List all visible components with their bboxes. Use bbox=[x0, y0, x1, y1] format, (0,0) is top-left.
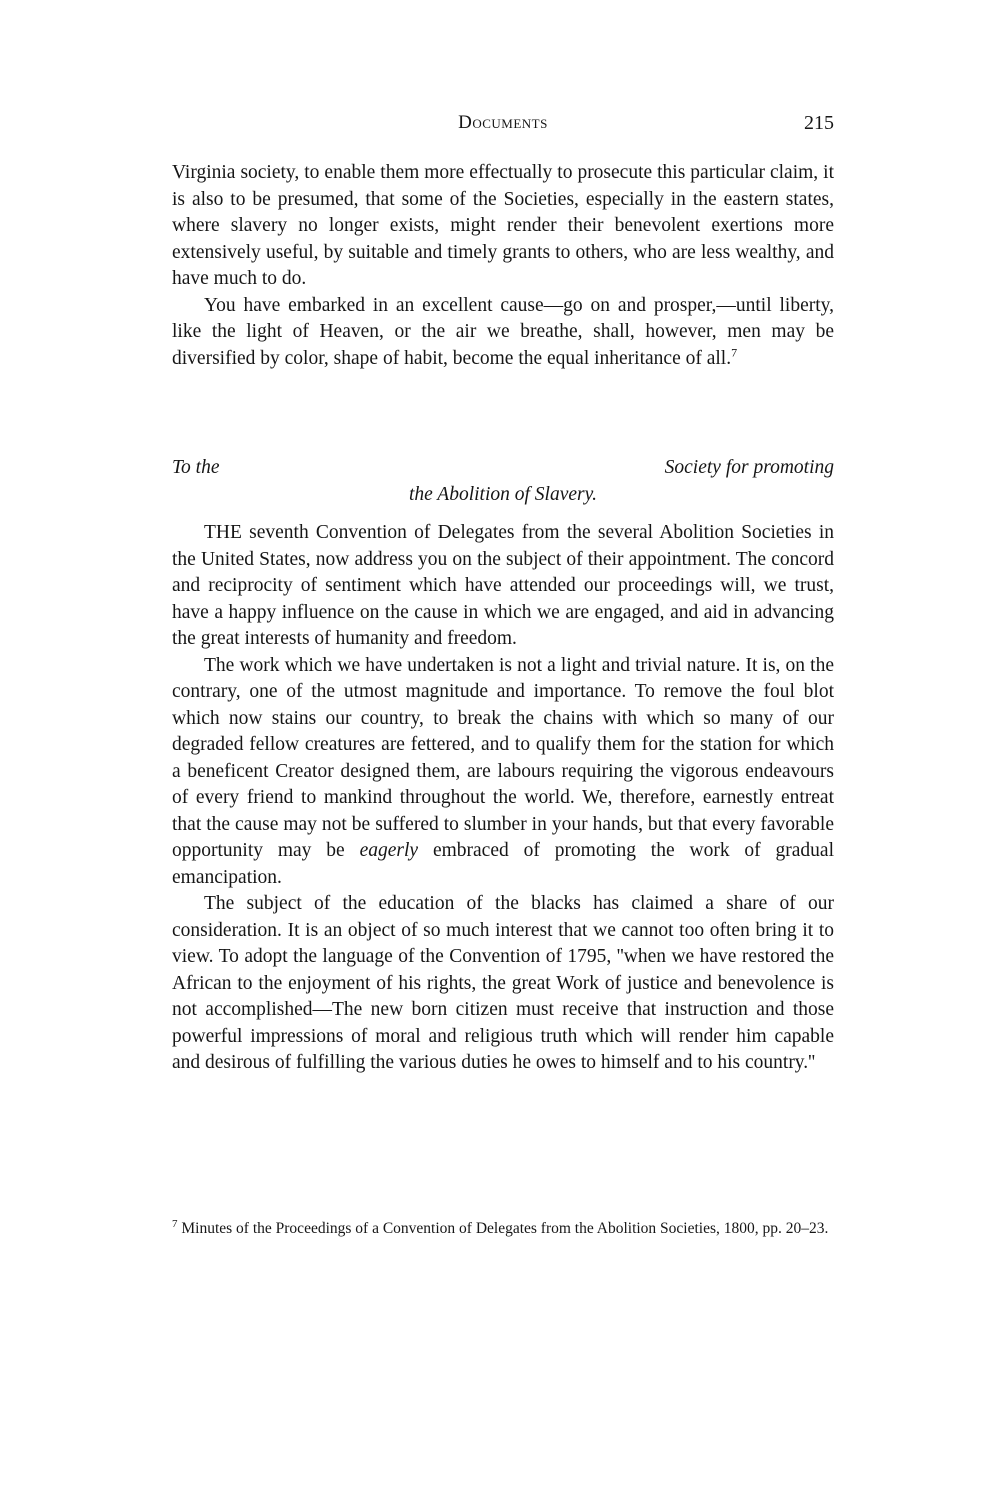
footnote bbox=[172, 1218, 834, 1239]
letter-body bbox=[172, 520, 834, 1077]
opening-text bbox=[172, 160, 834, 372]
work-text-before: The work which we have undertaken is not a light and trivial nature. It is, on the contrary, one of the utmost magnitude and importance. To remove the foul blot which now stains our country, to break the chains with which so many of our degraded fellow creatures are fettered, and to qualify them for the station for which a beneficent Creator designed them, are labours requiring the vigorous endeavours of every friend to mankind throughout the world. We, therefore, earnestly entreat that the cause may not be suffered to slumber in your hands, but that every favorable opportunity may be bbox=[172, 654, 834, 861]
paragraph-virginia-society: Virginia society, to enable them more effectually to prosecute this particular claim, it is also to be presumed, that some of the Societies, especially in the eastern states, where slavery no longer exists, might render their benevolent exertions more extensively useful, by suitable and timely grants to others, who are less wealthy, and have much to do. bbox=[172, 162, 834, 289]
header-title: Documents bbox=[458, 112, 548, 133]
running-header bbox=[172, 112, 834, 142]
footnote-reference: 7 bbox=[731, 345, 738, 359]
paragraph-education: The subject of the education of the blacks has claimed a share of our consideration. It is an object of so much interest that we cannot too often bring it to view. To adopt the language of the Convention of 1795, ''when we have restored the African to the enjoyment of his rights, the great Work of justice and benevolence is not accomplished—The new born citizen must receive that instruction and those powerful impressions of moral and religious truth which will render him capable and desirous of fulfilling the various duties he owes to himself and to his country.'' bbox=[172, 893, 834, 1073]
work-text-after: embraced of promoting the work of gradual emancipation. bbox=[172, 840, 835, 888]
paragraph-excellent-cause-text: You have embarked in an excellent cause—go on and prosper,—until liberty, like the light of Heaven, or the air we breathe, shall, however, men may be diversified by color, shape of habit, become the equal inheritance of all. bbox=[172, 294, 834, 369]
address-abolition: the Abolition of Slavery. bbox=[408, 483, 598, 505]
page-number: 215 bbox=[804, 112, 834, 134]
address-line bbox=[172, 455, 834, 508]
paragraph-seventh-convention: THE seventh Convention of Delegates from the several Abolition Societies in the United States, now address you on the subject of their appointment. The concord and reciprocity of sentiment which have attended our proceedings will, we trust, have a happy influence on the cause in which we are engaged, and aid in advancing the great interests of humanity and freedom. bbox=[172, 522, 834, 649]
paragraph-work-undertaken bbox=[172, 653, 834, 892]
paragraph-excellent-cause bbox=[172, 293, 834, 373]
footnote-mark: 7 bbox=[172, 1217, 178, 1230]
emphasis-eagerly: eagerly bbox=[359, 840, 419, 861]
address-to: To the bbox=[172, 457, 220, 478]
address-society: Society for promoting bbox=[664, 457, 834, 478]
footnote-text: Minutes of the Proceedings of a Convention of Delegates from the Abolition Societies, 1800, pp. 20–23. bbox=[181, 1220, 829, 1237]
